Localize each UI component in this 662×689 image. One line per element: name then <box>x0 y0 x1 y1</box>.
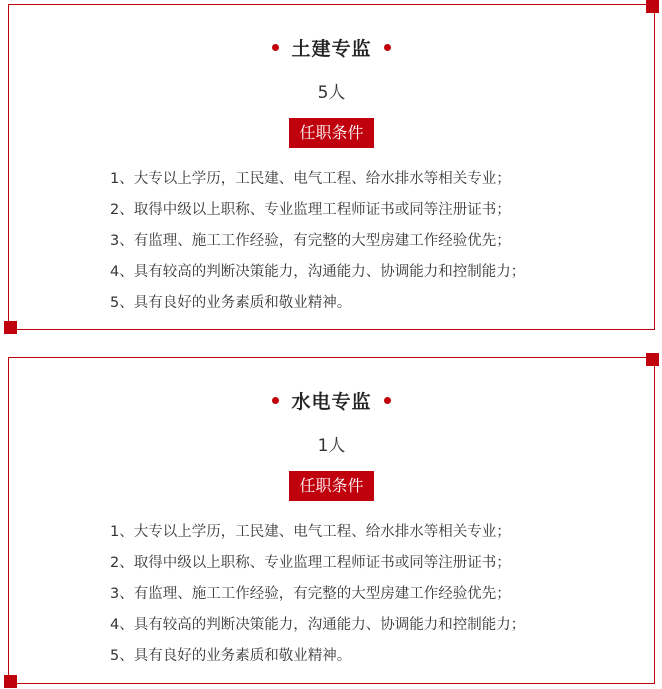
job-card-mep <box>8 357 655 684</box>
requirements-list <box>110 517 634 672</box>
headcount: 1人 <box>317 436 346 456</box>
corner-decoration <box>646 353 659 366</box>
requirement-item: 5、具有良好的业务素质和敬业精神。 <box>110 295 352 311</box>
requirement-item: 4、具有较高的判断决策能力，沟通能力、协调能力和控制能力； <box>110 264 526 280</box>
job-title: 水电专监 <box>291 390 372 413</box>
requirement-item: 1、大专以上学历，工民建、电气工程、给水排水等相关专业； <box>110 524 511 540</box>
dot-icon <box>272 44 279 51</box>
dot-icon <box>384 44 391 51</box>
requirement-item: 3、有监理、施工工作经验，有完整的大型房建工作经验优先； <box>110 586 511 602</box>
requirement-item: 2、取得中级以上职称、专业监理工程师证书或同等注册证书； <box>110 202 511 218</box>
dot-icon <box>384 397 391 404</box>
corner-decoration <box>4 675 17 688</box>
dot-icon <box>272 397 279 404</box>
job-title: 土建专监 <box>291 37 372 60</box>
requirements-list <box>110 164 634 319</box>
requirement-item: 3、有监理、施工工作经验，有完整的大型房建工作经验优先； <box>110 233 511 249</box>
headcount: 5人 <box>317 83 346 103</box>
requirement-item: 4、具有较高的判断决策能力，沟通能力、协调能力和控制能力； <box>110 617 526 633</box>
corner-decoration <box>646 0 659 13</box>
job-title-row <box>9 386 654 414</box>
requirements-tag: 任职条件 <box>289 118 373 148</box>
job-card-civil <box>8 4 655 330</box>
corner-decoration <box>4 321 17 334</box>
requirements-tag: 任职条件 <box>289 471 373 501</box>
requirement-item: 5、具有良好的业务素质和敬业精神。 <box>110 648 352 664</box>
requirement-item: 2、取得中级以上职称、专业监理工程师证书或同等注册证书； <box>110 555 511 571</box>
requirement-item: 1、大专以上学历，工民建、电气工程、给水排水等相关专业； <box>110 171 511 187</box>
job-title-row <box>9 33 654 61</box>
